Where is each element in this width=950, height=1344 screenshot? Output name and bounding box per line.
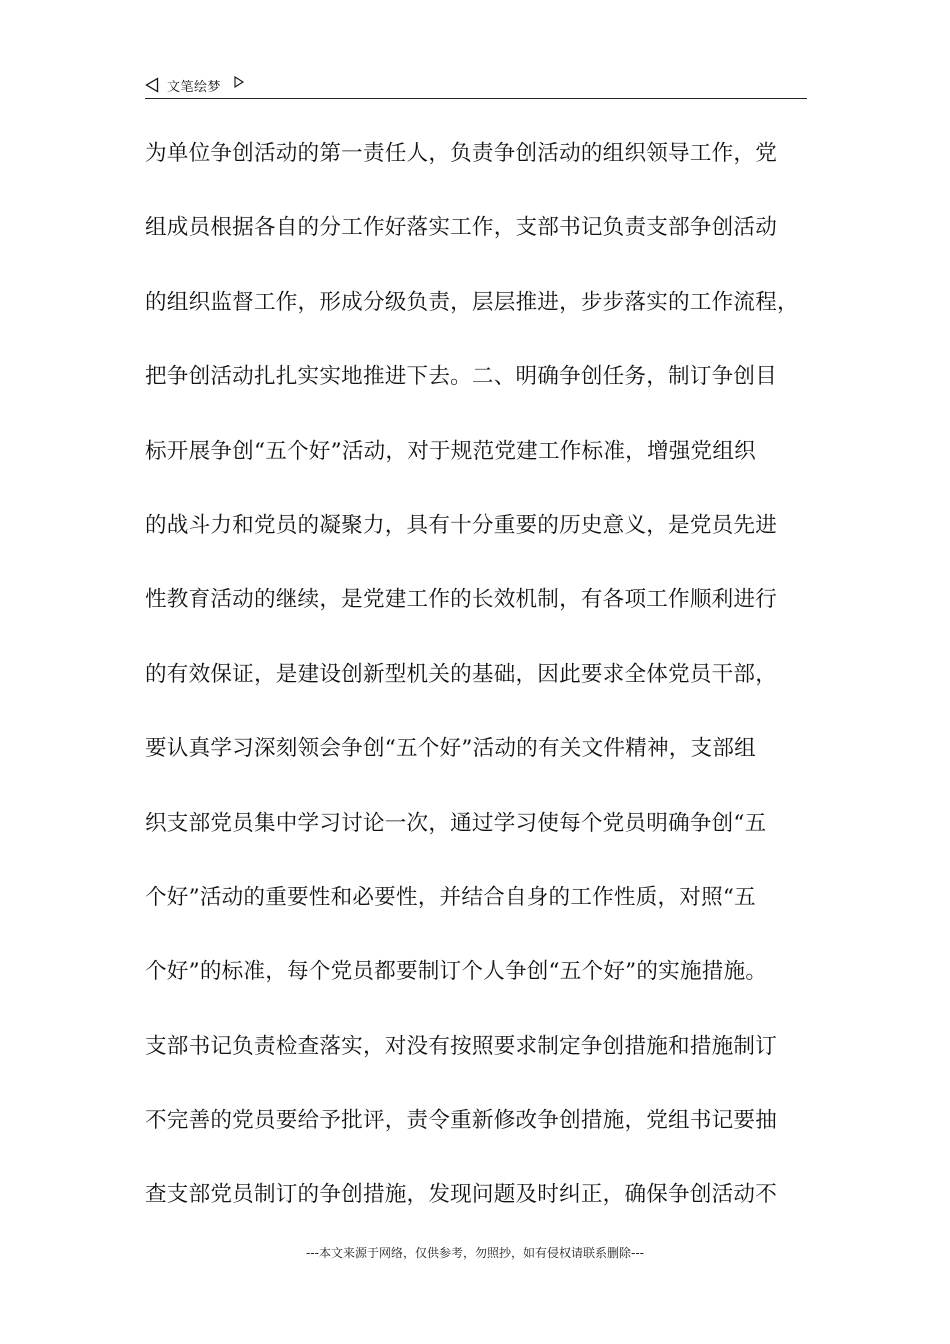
- body-text-line: 个好”的标准，每个党员都要制订个人争创“五个好”的实施措施。: [145, 959, 768, 985]
- triangle-right-outline-icon: [234, 76, 244, 88]
- body-text-line: 织支部党员集中学习讨论一次，通过学习使每个党员明确争创“五: [145, 810, 767, 836]
- body-text-line: 要认真学习深刻领会争创“五个好”活动的有关文件精神，支部组: [145, 736, 756, 762]
- body-text-line: 不完善的党员要给予批评，责令重新修改争创措施，党组书记要抽: [145, 1108, 778, 1134]
- document-body: [145, 131, 810, 1247]
- body-text-line: 的战斗力和党员的凝聚力，具有十分重要的历史意义，是党员先进: [145, 512, 778, 538]
- body-text-line: 组成员根据各自的分工作好落实工作，支部书记负责支部争创活动: [145, 215, 778, 241]
- footer-disclaimer: ---本文来源于网络，仅供参考，勿照抄，如有侵权请联系删除---: [306, 1246, 644, 1260]
- body-text-line: 的组织监督工作，形成分级负责，层层推进，步步落实的工作流程，: [145, 289, 799, 315]
- header-title: 文笔绘梦: [167, 80, 222, 95]
- body-text-line: 把争创活动扎扎实实地推进下去。二、明确争创任务，制订争创目: [145, 364, 778, 390]
- body-text-line: 支部书记负责检查落实，对没有按照要求制定争创措施和措施制订: [145, 1033, 778, 1059]
- page-header: [145, 74, 807, 99]
- body-text-line: 为单位争创活动的第一责任人，负责争创活动的组织领导工作，党: [145, 141, 778, 166]
- body-text-line: 的有效保证，是建设创新型机关的基础，因此要求全体党员干部，: [145, 661, 778, 687]
- body-text-line: 标开展争创“五个好”活动，对于规范党建工作标准，增强党组织: [145, 438, 756, 464]
- body-text-line: 查支部党员制订的争创措施，发现问题及时纠正，确保争创活动不: [145, 1182, 778, 1208]
- body-text-line: 个好”活动的重要性和必要性，并结合自身的工作性质，对照“五: [145, 884, 756, 910]
- body-text-line: 性教育活动的继续，是党建工作的长效机制，有各项工作顺利进行: [145, 587, 778, 613]
- triangle-left-outline-icon: [145, 77, 159, 93]
